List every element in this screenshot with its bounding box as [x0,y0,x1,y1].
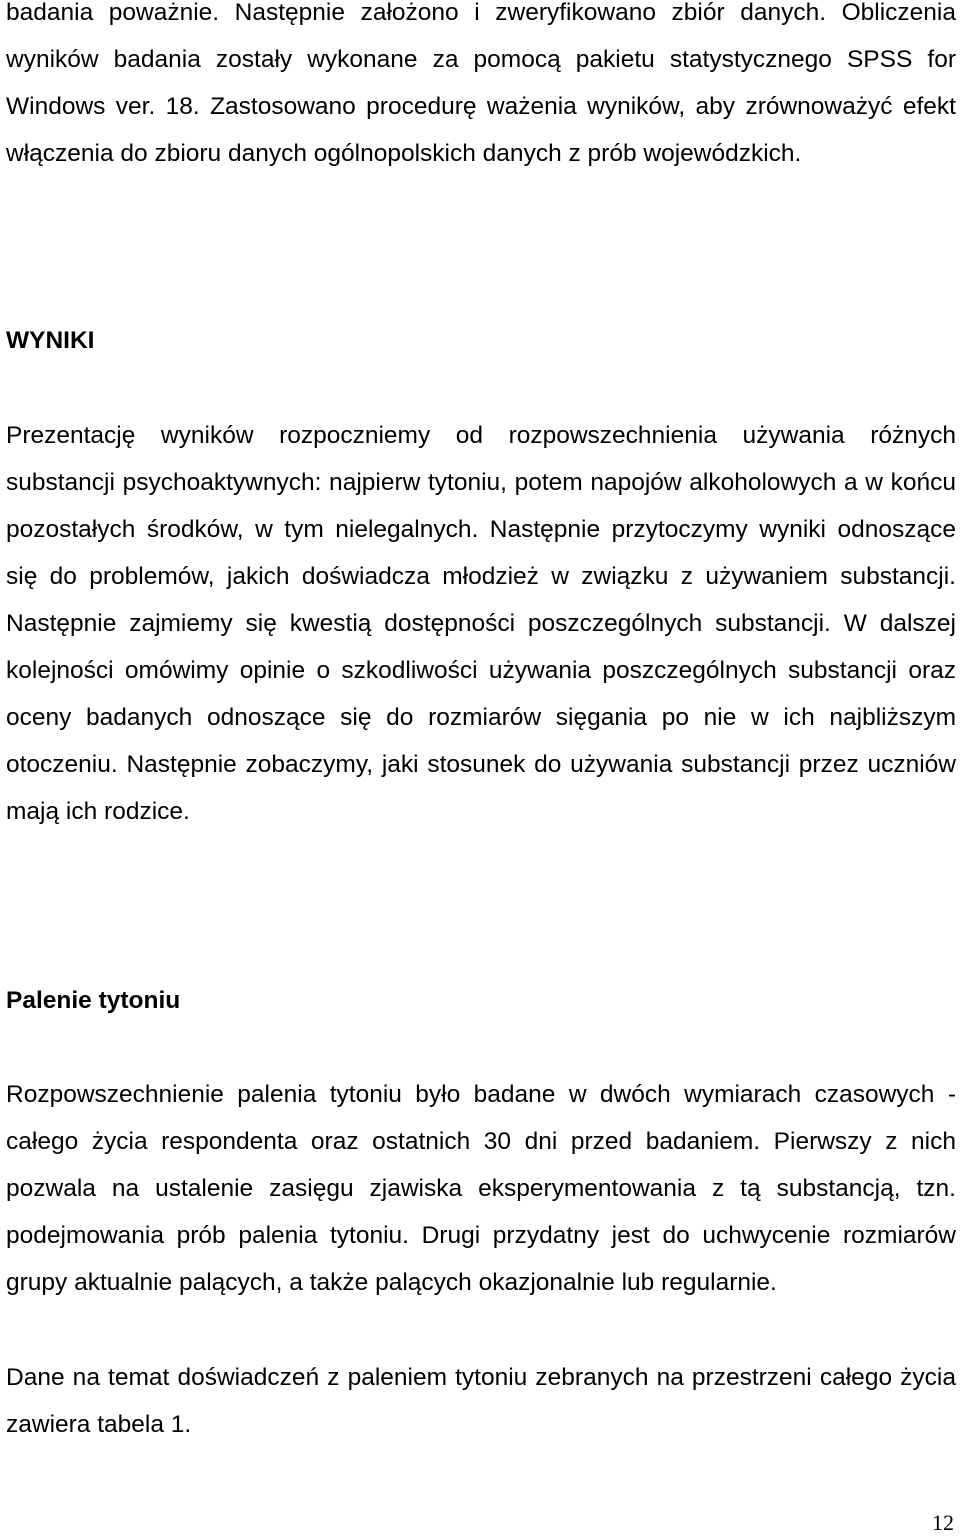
section-heading-wyniki: WYNIKI [6,327,95,354]
wyniki-paragraph: Prezentację wyników rozpoczniemy od rozpowszechnienia używania różnych substancji psychoaktywnych: najpierw tytoniu, potem napojów alkoholowych a w końcu pozostałych środków, w tym nielegalnych. Następnie przytoczymy wyniki odnoszące się do problemów, jakich doświadcza młodzież w związku z używaniem substancji. Następnie zajmiemy się kwestią dostępności poszczególnych substancji. W dalszej kolejności omówimy opinie o szkodliwości używania poszczególnych substancji oraz oceny badanych odnoszące się do rozmiarów sięgania po nie w ich najbliższym otoczeniu. Następnie zobaczymy, jaki stosunek do używania substancji przez uczniów mają ich rodzice. [6,422,956,825]
intro-paragraph: badania poważnie. Następnie założono i zweryfikowano zbiór danych. Obliczenia wyników badania zostały wykonane za pomocą pakietu statystycznego SPSS for Windows ver. 18. Zastosowano procedurę ważenia wyników, aby zrównoważyć efekt włączenia do zbioru danych ogólnopolskich danych z prób wojewódzkich. [6,0,956,167]
section-heading-palenie-tytoniu: Palenie tytoniu [6,987,181,1014]
palenie-paragraph-1: Rozpowszechnienie palenia tytoniu było badane w dwóch wymiarach czasowych - całego życia respondenta oraz ostatnich 30 dni przed badaniem. Pierwszy z nich pozwala na ustalenie zasięgu zjawiska eksperymentowania z tą substancją, tzn. podejmowania prób palenia tytoniu. Drugi przydatny jest do uchwycenie rozmiarów grupy aktualnie palących, a także palących okazjonalnie lub regularnie. [6,1081,956,1296]
page-number: 12 [932,1510,954,1535]
palenie-paragraph-2: Dane na temat doświadczeń z paleniem tytoniu zebranych na przestrzeni całego życia zawiera tabela 1. [6,1364,956,1438]
